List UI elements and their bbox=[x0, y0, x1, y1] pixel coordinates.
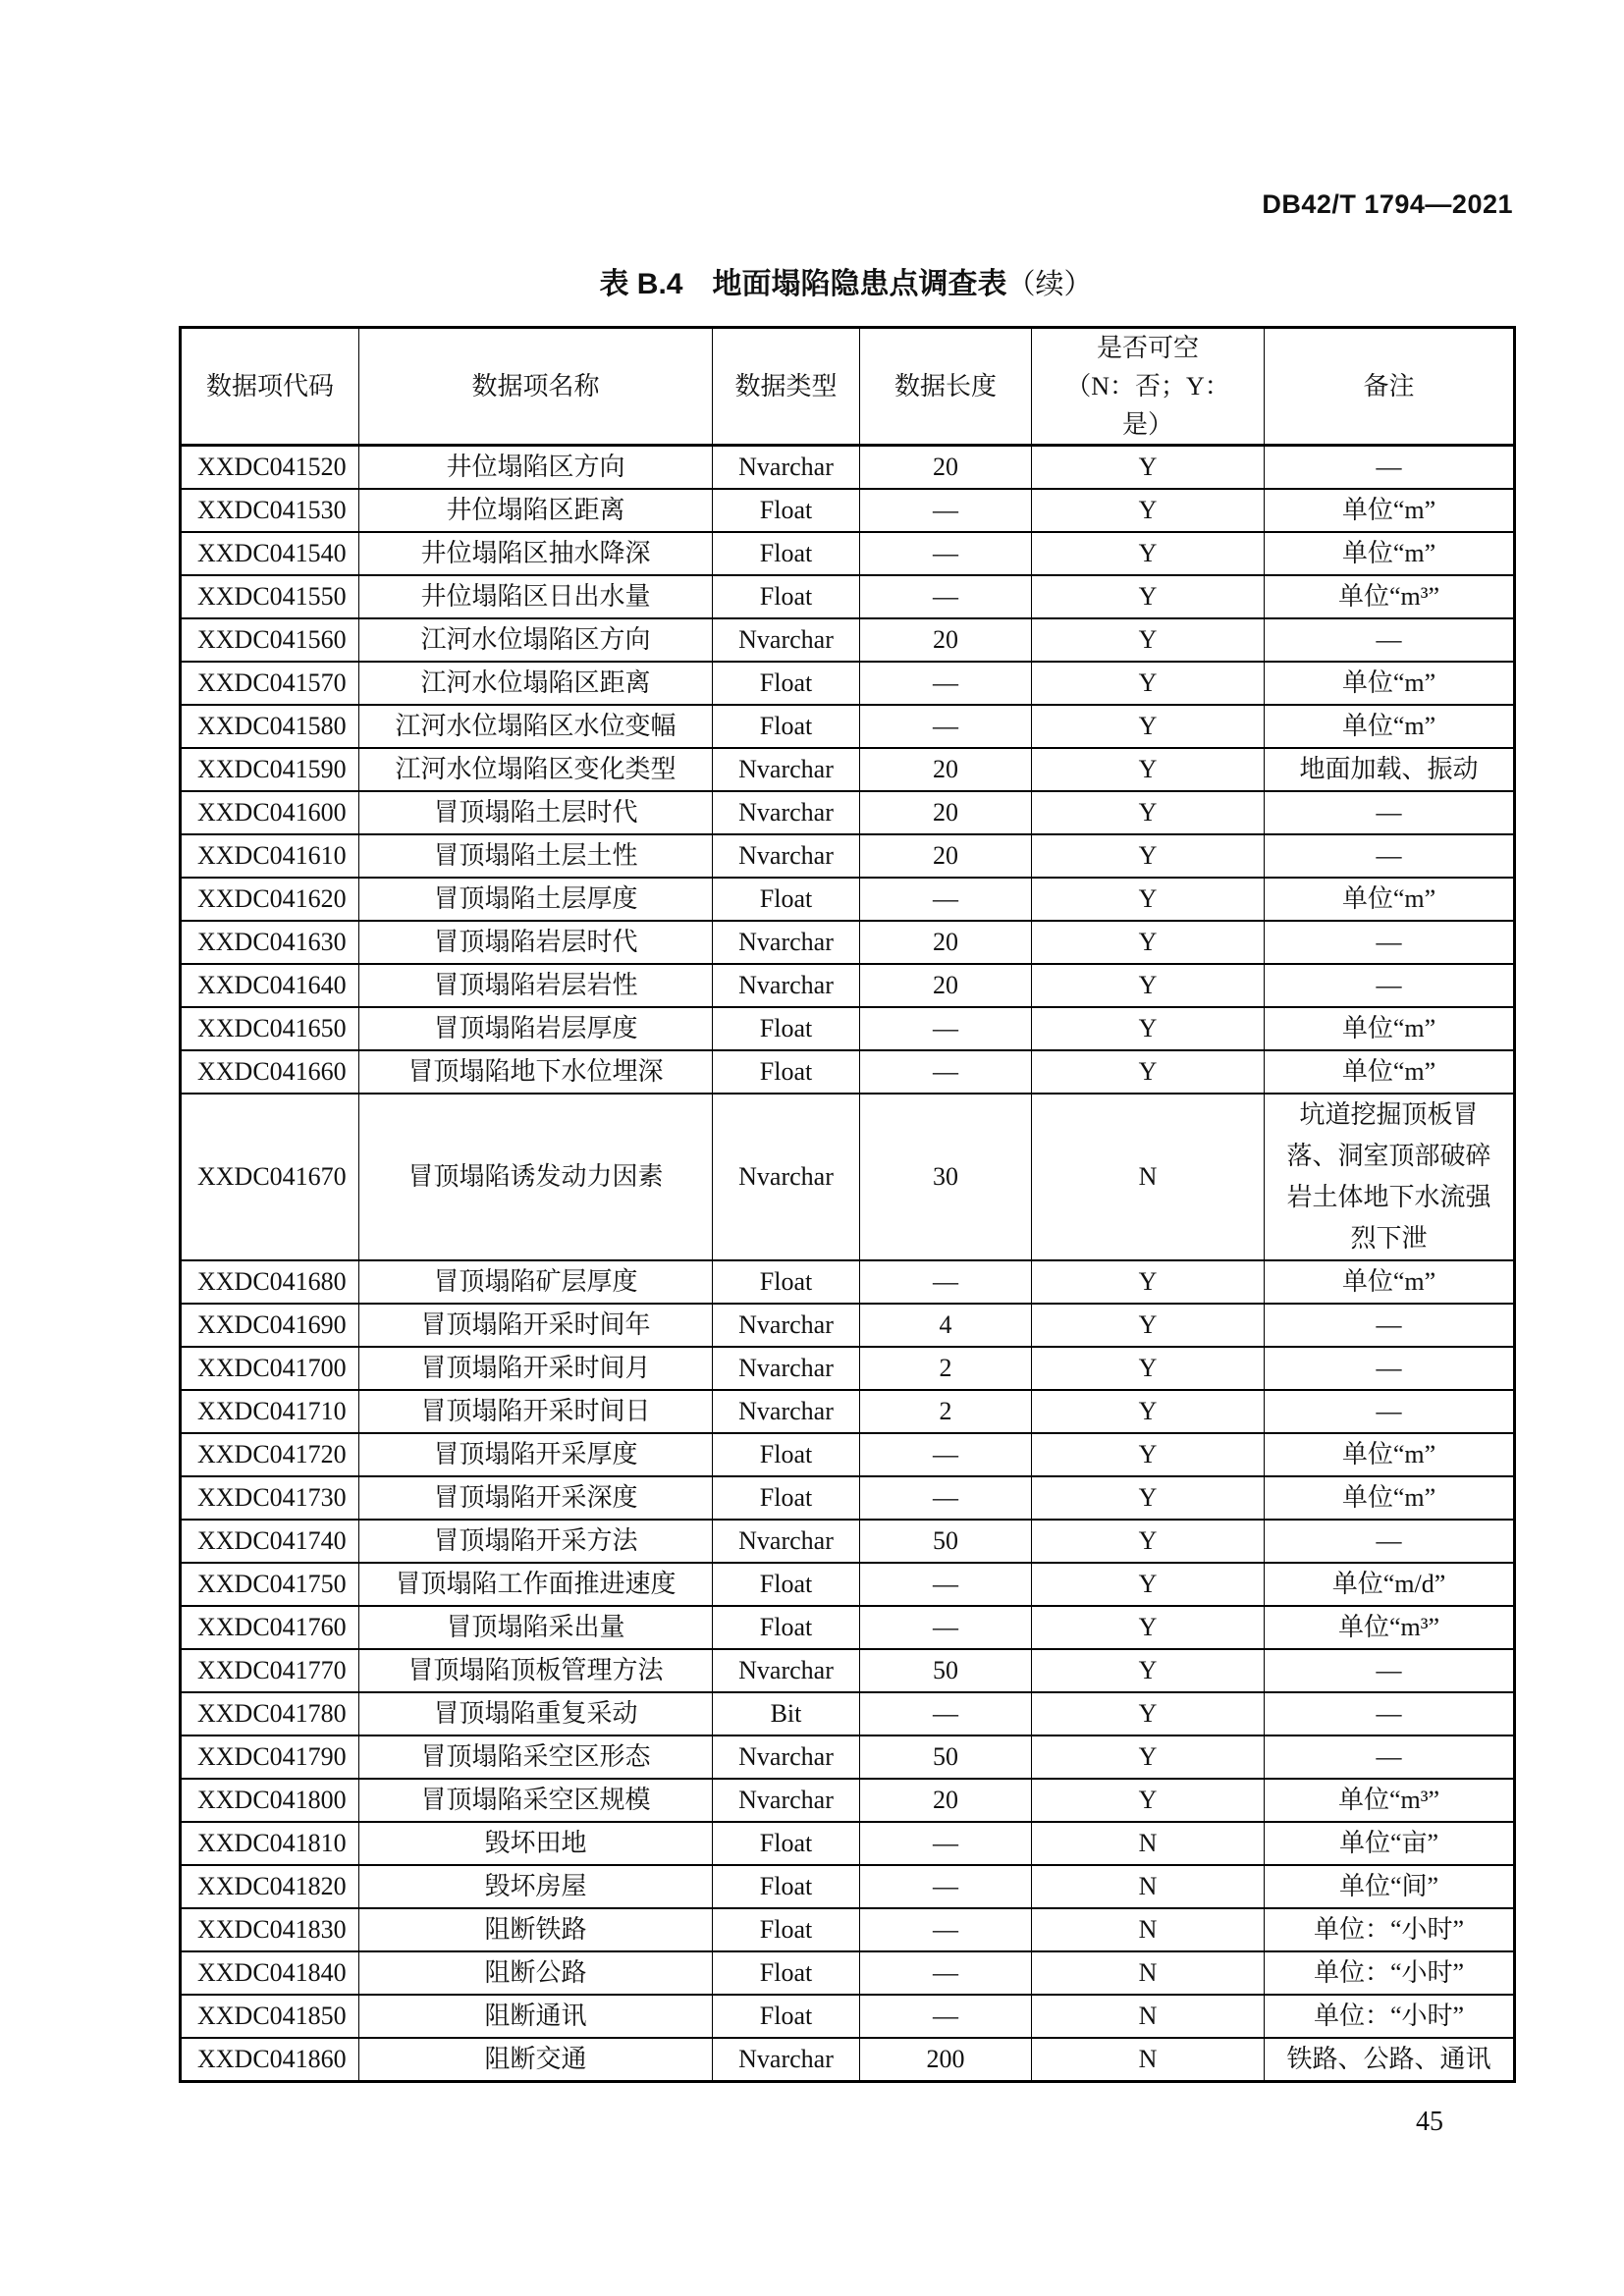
cell-remark: 单位：“小时” bbox=[1265, 1995, 1515, 2038]
cell-code: XXDC041560 bbox=[181, 618, 359, 662]
cell-type: Float bbox=[713, 489, 860, 532]
cell-remark: 地面加载、振动 bbox=[1265, 748, 1515, 791]
cell-code: XXDC041540 bbox=[181, 532, 359, 575]
cell-type: Nvarchar bbox=[713, 1347, 860, 1390]
col-header-remark: 备注 bbox=[1265, 328, 1515, 446]
cell-remark: — bbox=[1265, 446, 1515, 490]
cell-name: 毁坏房屋 bbox=[359, 1865, 713, 1908]
cell-nullable: Y bbox=[1032, 748, 1265, 791]
cell-code: XXDC041770 bbox=[181, 1649, 359, 1692]
cell-code: XXDC041640 bbox=[181, 964, 359, 1007]
cell-nullable: Y bbox=[1032, 1606, 1265, 1649]
cell-remark: 坑道挖掘顶板冒落、洞室顶部破碎岩土体地下水流强烈下泄 bbox=[1265, 1094, 1515, 1260]
cell-remark: 单位“亩” bbox=[1265, 1822, 1515, 1865]
cell-name: 冒顶塌陷开采时间日 bbox=[359, 1390, 713, 1433]
col-header-nullable-legend: （N：否；Y：是） bbox=[1065, 372, 1230, 439]
cell-code: XXDC041590 bbox=[181, 748, 359, 791]
cell-code: XXDC041690 bbox=[181, 1304, 359, 1347]
cell-name: 冒顶塌陷土层时代 bbox=[359, 791, 713, 834]
cell-remark: — bbox=[1265, 834, 1515, 878]
cell-nullable: Y bbox=[1032, 1304, 1265, 1347]
cell-type: Float bbox=[713, 1908, 860, 1951]
cell-nullable: N bbox=[1032, 1822, 1265, 1865]
cell-length: 20 bbox=[860, 921, 1032, 964]
cell-code: XXDC041530 bbox=[181, 489, 359, 532]
cell-type: Float bbox=[713, 1822, 860, 1865]
cell-name: 井位塌陷区日出水量 bbox=[359, 575, 713, 618]
cell-length: 20 bbox=[860, 791, 1032, 834]
cell-type: Float bbox=[713, 1865, 860, 1908]
cell-nullable: N bbox=[1032, 1865, 1265, 1908]
cell-nullable: N bbox=[1032, 1094, 1265, 1260]
cell-length: 50 bbox=[860, 1649, 1032, 1692]
cell-length: 50 bbox=[860, 1520, 1032, 1563]
cell-length: — bbox=[860, 1260, 1032, 1304]
cell-nullable: Y bbox=[1032, 662, 1265, 705]
table-row bbox=[181, 1563, 1515, 1606]
cell-name: 阻断铁路 bbox=[359, 1908, 713, 1951]
cell-length: 2 bbox=[860, 1347, 1032, 1390]
cell-nullable: Y bbox=[1032, 1050, 1265, 1094]
cell-nullable: Y bbox=[1032, 878, 1265, 921]
table-row bbox=[181, 705, 1515, 748]
cell-code: XXDC041760 bbox=[181, 1606, 359, 1649]
cell-nullable: Y bbox=[1032, 1347, 1265, 1390]
table-title bbox=[179, 259, 1513, 302]
cell-remark: — bbox=[1265, 1304, 1515, 1347]
cell-type: Nvarchar bbox=[713, 2038, 860, 2082]
cell-nullable: Y bbox=[1032, 1520, 1265, 1563]
cell-type: Nvarchar bbox=[713, 1304, 860, 1347]
cell-name: 冒顶塌陷开采时间月 bbox=[359, 1347, 713, 1390]
cell-type: Bit bbox=[713, 1692, 860, 1735]
cell-type: Nvarchar bbox=[713, 1390, 860, 1433]
page-number: 45 bbox=[1416, 2107, 1443, 2137]
cell-nullable: Y bbox=[1032, 834, 1265, 878]
cell-type: Nvarchar bbox=[713, 1520, 860, 1563]
cell-code: XXDC041730 bbox=[181, 1476, 359, 1520]
cell-name: 阻断交通 bbox=[359, 2038, 713, 2082]
cell-type: Nvarchar bbox=[713, 1735, 860, 1779]
cell-nullable: Y bbox=[1032, 964, 1265, 1007]
cell-name: 冒顶塌陷岩层时代 bbox=[359, 921, 713, 964]
table-row bbox=[181, 964, 1515, 1007]
cell-code: XXDC041650 bbox=[181, 1007, 359, 1050]
table-row bbox=[181, 1995, 1515, 2038]
cell-name: 毁坏田地 bbox=[359, 1822, 713, 1865]
cell-type: Float bbox=[713, 705, 860, 748]
cell-type: Float bbox=[713, 1050, 860, 1094]
cell-type: Nvarchar bbox=[713, 1779, 860, 1822]
cell-length: — bbox=[860, 662, 1032, 705]
cell-remark: 单位“m” bbox=[1265, 878, 1515, 921]
cell-type: Nvarchar bbox=[713, 446, 860, 490]
table-row bbox=[181, 1433, 1515, 1476]
cell-remark: — bbox=[1265, 1735, 1515, 1779]
table-row bbox=[181, 1951, 1515, 1995]
cell-length: 200 bbox=[860, 2038, 1032, 2082]
cell-name: 井位塌陷区方向 bbox=[359, 446, 713, 490]
col-header-nullable bbox=[1032, 328, 1265, 446]
col-header-name: 数据项名称 bbox=[359, 328, 713, 446]
cell-name: 冒顶塌陷开采厚度 bbox=[359, 1433, 713, 1476]
cell-code: XXDC041570 bbox=[181, 662, 359, 705]
table-row bbox=[181, 618, 1515, 662]
cell-length: — bbox=[860, 1995, 1032, 2038]
cell-remark: 单位“m” bbox=[1265, 1050, 1515, 1094]
table-row bbox=[181, 748, 1515, 791]
cell-nullable: Y bbox=[1032, 791, 1265, 834]
cell-code: XXDC041630 bbox=[181, 921, 359, 964]
table-row bbox=[181, 1260, 1515, 1304]
table-row bbox=[181, 878, 1515, 921]
cell-code: XXDC041550 bbox=[181, 575, 359, 618]
cell-name: 冒顶塌陷重复采动 bbox=[359, 1692, 713, 1735]
cell-code: XXDC041680 bbox=[181, 1260, 359, 1304]
cell-remark: 铁路、公路、通讯 bbox=[1265, 2038, 1515, 2082]
cell-type: Float bbox=[713, 1433, 860, 1476]
table-row bbox=[181, 1649, 1515, 1692]
cell-remark: — bbox=[1265, 964, 1515, 1007]
cell-length: — bbox=[860, 1865, 1032, 1908]
cell-length: — bbox=[860, 1433, 1032, 1476]
cell-length: 20 bbox=[860, 748, 1032, 791]
table-row bbox=[181, 575, 1515, 618]
cell-length: 50 bbox=[860, 1735, 1032, 1779]
header-row bbox=[181, 328, 1515, 446]
cell-code: XXDC041800 bbox=[181, 1779, 359, 1822]
table-row bbox=[181, 1094, 1515, 1260]
cell-type: Float bbox=[713, 1476, 860, 1520]
cell-type: Nvarchar bbox=[713, 618, 860, 662]
cell-name: 冒顶塌陷开采深度 bbox=[359, 1476, 713, 1520]
cell-name: 冒顶塌陷岩层厚度 bbox=[359, 1007, 713, 1050]
cell-length: — bbox=[860, 1050, 1032, 1094]
cell-type: Float bbox=[713, 1951, 860, 1995]
cell-length: — bbox=[860, 1563, 1032, 1606]
table-row bbox=[181, 834, 1515, 878]
cell-nullable: Y bbox=[1032, 575, 1265, 618]
cell-name: 江河水位塌陷区水位变幅 bbox=[359, 705, 713, 748]
cell-code: XXDC041610 bbox=[181, 834, 359, 878]
table-row bbox=[181, 791, 1515, 834]
cell-name: 冒顶塌陷采空区形态 bbox=[359, 1735, 713, 1779]
cell-length: 20 bbox=[860, 618, 1032, 662]
cell-remark: 单位：“小时” bbox=[1265, 1951, 1515, 1995]
cell-length: — bbox=[860, 575, 1032, 618]
cell-remark: — bbox=[1265, 1692, 1515, 1735]
cell-type: Nvarchar bbox=[713, 964, 860, 1007]
cell-remark: 单位“m³” bbox=[1265, 575, 1515, 618]
cell-remark: — bbox=[1265, 618, 1515, 662]
cell-length: — bbox=[860, 878, 1032, 921]
cell-name: 冒顶塌陷矿层厚度 bbox=[359, 1260, 713, 1304]
cell-code: XXDC041810 bbox=[181, 1822, 359, 1865]
table-row bbox=[181, 532, 1515, 575]
table-row bbox=[181, 1692, 1515, 1735]
cell-code: XXDC041850 bbox=[181, 1995, 359, 2038]
data-table bbox=[179, 326, 1516, 2083]
cell-remark: 单位“间” bbox=[1265, 1865, 1515, 1908]
table-row bbox=[181, 489, 1515, 532]
cell-length: 20 bbox=[860, 834, 1032, 878]
col-header-length: 数据长度 bbox=[860, 328, 1032, 446]
cell-code: XXDC041710 bbox=[181, 1390, 359, 1433]
cell-remark: 单位“m” bbox=[1265, 1476, 1515, 1520]
cell-name: 冒顶塌陷开采时间年 bbox=[359, 1304, 713, 1347]
table-row bbox=[181, 1865, 1515, 1908]
table-row bbox=[181, 1735, 1515, 1779]
cell-type: Float bbox=[713, 1995, 860, 2038]
cell-name: 冒顶塌陷诱发动力因素 bbox=[359, 1094, 713, 1260]
table-row bbox=[181, 446, 1515, 490]
cell-remark: 单位“m/d” bbox=[1265, 1563, 1515, 1606]
cell-length: — bbox=[860, 1476, 1032, 1520]
cell-name: 冒顶塌陷顶板管理方法 bbox=[359, 1649, 713, 1692]
cell-length: 20 bbox=[860, 1779, 1032, 1822]
cell-code: XXDC041520 bbox=[181, 446, 359, 490]
cell-nullable: Y bbox=[1032, 618, 1265, 662]
cell-name: 冒顶塌陷采空区规模 bbox=[359, 1779, 713, 1822]
cell-remark: — bbox=[1265, 1649, 1515, 1692]
cell-nullable: Y bbox=[1032, 1007, 1265, 1050]
table-row bbox=[181, 1390, 1515, 1433]
cell-type: Float bbox=[713, 662, 860, 705]
cell-type: Nvarchar bbox=[713, 1649, 860, 1692]
cell-code: XXDC041750 bbox=[181, 1563, 359, 1606]
cell-code: XXDC041860 bbox=[181, 2038, 359, 2082]
table-row bbox=[181, 1520, 1515, 1563]
cell-code: XXDC041820 bbox=[181, 1865, 359, 1908]
cell-nullable: Y bbox=[1032, 1260, 1265, 1304]
cell-type: Nvarchar bbox=[713, 748, 860, 791]
cell-nullable: Y bbox=[1032, 1692, 1265, 1735]
cell-length: 2 bbox=[860, 1390, 1032, 1433]
table-row bbox=[181, 1476, 1515, 1520]
cell-length: — bbox=[860, 489, 1032, 532]
cell-nullable: Y bbox=[1032, 1563, 1265, 1606]
cell-length: — bbox=[860, 1951, 1032, 1995]
cell-name: 冒顶塌陷地下水位埋深 bbox=[359, 1050, 713, 1094]
cell-name: 冒顶塌陷开采方法 bbox=[359, 1520, 713, 1563]
cell-nullable: Y bbox=[1032, 705, 1265, 748]
cell-length: — bbox=[860, 1692, 1032, 1735]
cell-remark: 单位“m” bbox=[1265, 662, 1515, 705]
cell-nullable: N bbox=[1032, 1908, 1265, 1951]
cell-name: 井位塌陷区距离 bbox=[359, 489, 713, 532]
table-row bbox=[181, 1347, 1515, 1390]
cell-code: XXDC041620 bbox=[181, 878, 359, 921]
cell-length: 20 bbox=[860, 446, 1032, 490]
cell-remark: — bbox=[1265, 1390, 1515, 1433]
cell-code: XXDC041700 bbox=[181, 1347, 359, 1390]
table-row bbox=[181, 1822, 1515, 1865]
cell-code: XXDC041580 bbox=[181, 705, 359, 748]
cell-name: 江河水位塌陷区方向 bbox=[359, 618, 713, 662]
table-title-main: 表 B.4 地面塌陷隐患点调查表 bbox=[599, 268, 1007, 300]
cell-length: — bbox=[860, 1822, 1032, 1865]
cell-type: Float bbox=[713, 575, 860, 618]
cell-code: XXDC041600 bbox=[181, 791, 359, 834]
table-title-suffix: （续） bbox=[1006, 269, 1093, 300]
cell-code: XXDC041830 bbox=[181, 1908, 359, 1951]
cell-remark: 单位“m” bbox=[1265, 532, 1515, 575]
cell-remark: 单位“m³” bbox=[1265, 1779, 1515, 1822]
cell-nullable: Y bbox=[1032, 446, 1265, 490]
col-header-code: 数据项代码 bbox=[181, 328, 359, 446]
cell-remark: 单位：“小时” bbox=[1265, 1908, 1515, 1951]
document-code: DB42/T 1794—2021 bbox=[1262, 189, 1513, 219]
cell-type: Nvarchar bbox=[713, 921, 860, 964]
cell-nullable: N bbox=[1032, 2038, 1265, 2082]
cell-remark: 单位“m” bbox=[1265, 705, 1515, 748]
cell-nullable: Y bbox=[1032, 1433, 1265, 1476]
cell-nullable: Y bbox=[1032, 1476, 1265, 1520]
cell-name: 阻断公路 bbox=[359, 1951, 713, 1995]
cell-code: XXDC041740 bbox=[181, 1520, 359, 1563]
cell-name: 阻断通讯 bbox=[359, 1995, 713, 2038]
cell-nullable: N bbox=[1032, 1995, 1265, 2038]
cell-code: XXDC041660 bbox=[181, 1050, 359, 1094]
cell-remark: 单位“m” bbox=[1265, 1433, 1515, 1476]
cell-type: Nvarchar bbox=[713, 1094, 860, 1260]
cell-name: 冒顶塌陷岩层岩性 bbox=[359, 964, 713, 1007]
cell-length: — bbox=[860, 1606, 1032, 1649]
table-row bbox=[181, 1304, 1515, 1347]
cell-name: 江河水位塌陷区距离 bbox=[359, 662, 713, 705]
cell-length: — bbox=[860, 1908, 1032, 1951]
table-row bbox=[181, 2038, 1515, 2082]
cell-code: XXDC041780 bbox=[181, 1692, 359, 1735]
table-row bbox=[181, 921, 1515, 964]
cell-type: Float bbox=[713, 1260, 860, 1304]
cell-nullable: N bbox=[1032, 1951, 1265, 1995]
table-row bbox=[181, 1007, 1515, 1050]
cell-remark: 单位“m” bbox=[1265, 1260, 1515, 1304]
cell-code: XXDC041720 bbox=[181, 1433, 359, 1476]
cell-name: 冒顶塌陷工作面推进速度 bbox=[359, 1563, 713, 1606]
cell-remark: 单位“m” bbox=[1265, 489, 1515, 532]
cell-remark: 单位“m” bbox=[1265, 1007, 1515, 1050]
cell-length: — bbox=[860, 705, 1032, 748]
table-row bbox=[181, 1779, 1515, 1822]
cell-remark: 单位“m³” bbox=[1265, 1606, 1515, 1649]
cell-code: XXDC041840 bbox=[181, 1951, 359, 1995]
cell-nullable: Y bbox=[1032, 1390, 1265, 1433]
cell-nullable: Y bbox=[1032, 1649, 1265, 1692]
cell-type: Float bbox=[713, 878, 860, 921]
cell-length: 4 bbox=[860, 1304, 1032, 1347]
table-body bbox=[181, 446, 1515, 2082]
cell-type: Float bbox=[713, 1606, 860, 1649]
cell-type: Float bbox=[713, 1007, 860, 1050]
cell-length: — bbox=[860, 1007, 1032, 1050]
cell-name: 冒顶塌陷土层土性 bbox=[359, 834, 713, 878]
cell-nullable: Y bbox=[1032, 1779, 1265, 1822]
cell-type: Nvarchar bbox=[713, 791, 860, 834]
cell-type: Float bbox=[713, 1563, 860, 1606]
table-row bbox=[181, 1050, 1515, 1094]
cell-name: 江河水位塌陷区变化类型 bbox=[359, 748, 713, 791]
cell-length: 20 bbox=[860, 964, 1032, 1007]
cell-name: 冒顶塌陷土层厚度 bbox=[359, 878, 713, 921]
col-header-type: 数据类型 bbox=[713, 328, 860, 446]
cell-name: 井位塌陷区抽水降深 bbox=[359, 532, 713, 575]
cell-remark: — bbox=[1265, 921, 1515, 964]
cell-nullable: Y bbox=[1032, 489, 1265, 532]
cell-remark: — bbox=[1265, 791, 1515, 834]
cell-code: XXDC041790 bbox=[181, 1735, 359, 1779]
cell-nullable: Y bbox=[1032, 921, 1265, 964]
cell-type: Nvarchar bbox=[713, 834, 860, 878]
cell-code: XXDC041670 bbox=[181, 1094, 359, 1260]
table-row bbox=[181, 1606, 1515, 1649]
cell-length: 30 bbox=[860, 1094, 1032, 1260]
cell-length: — bbox=[860, 532, 1032, 575]
cell-remark: — bbox=[1265, 1347, 1515, 1390]
table-row bbox=[181, 662, 1515, 705]
cell-remark: — bbox=[1265, 1520, 1515, 1563]
table-row bbox=[181, 1908, 1515, 1951]
cell-nullable: Y bbox=[1032, 1735, 1265, 1779]
cell-type: Float bbox=[713, 532, 860, 575]
col-header-nullable-title: 是否可空 bbox=[1096, 334, 1199, 362]
cell-nullable: Y bbox=[1032, 532, 1265, 575]
cell-name: 冒顶塌陷采出量 bbox=[359, 1606, 713, 1649]
